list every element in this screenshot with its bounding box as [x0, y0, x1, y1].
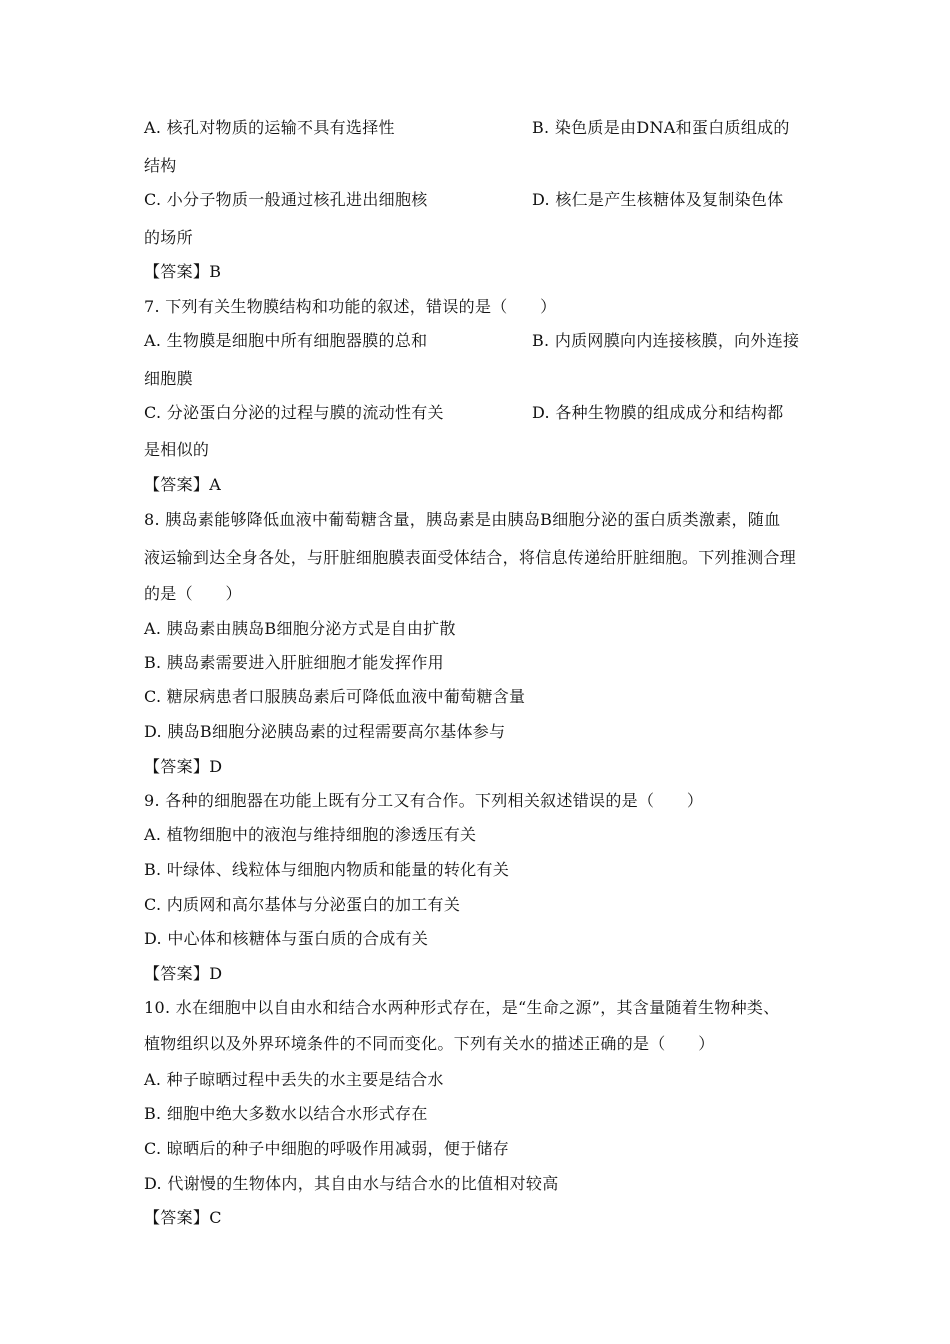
- q8-stem-line-2: 液运输到达全身各处，与肝脏细胞膜表面受体结合，将信息传递给肝脏细胞。下列推测合理: [144, 548, 797, 567]
- q9-option-d: D. 中心体和核糖体与蛋白质的合成有关: [144, 929, 429, 948]
- q10-stem-line-1: 10. 水在细胞中以自由水和结合水两种形式存在，是“生命之源”，其含量随着生物种类、: [144, 998, 780, 1017]
- q6-option-d: D. 核仁是产生核糖体及复制染色体: [532, 190, 784, 209]
- q9-stem: 9. 各种的细胞器在功能上既有分工又有合作。下列相关叙述错误的是（ ）: [144, 791, 704, 810]
- q7-option-b: B. 内质网膜向内连接核膜，向外连接: [532, 331, 800, 350]
- q10-stem-line-2: 植物组织以及外界环境条件的不同而变化。下列有关水的描述正确的是（ ）: [144, 1034, 715, 1053]
- q6-option-d-continuation: 的场所: [144, 228, 193, 247]
- q8-option-b: B. 胰岛素需要进入肝脏细胞才能发挥作用: [144, 653, 444, 672]
- q7-option-c: C. 分泌蛋白分泌的过程与膜的流动性有关: [144, 403, 444, 422]
- q10-option-a: A. 种子晾晒过程中丢失的水主要是结合水: [144, 1070, 444, 1089]
- q6-option-b-continuation: 结构: [144, 156, 177, 175]
- q9-option-b: B. 叶绿体、线粒体与细胞内物质和能量的转化有关: [144, 860, 510, 879]
- q6-option-a: A. 核孔对物质的运输不具有选择性: [144, 118, 395, 137]
- q9-option-c: C. 内质网和高尔基体与分泌蛋白的加工有关: [144, 895, 461, 914]
- q7-stem: 7. 下列有关生物膜结构和功能的叙述，错误的是（ ）: [144, 297, 557, 316]
- q8-stem-line-1: 8. 胰岛素能够降低血液中葡萄糖含量，胰岛素是由胰岛B细胞分泌的蛋白质类激素，随血: [144, 510, 781, 529]
- q7-answer: 【答案】A: [144, 475, 222, 494]
- q10-option-c: C. 晾晒后的种子中细胞的呼吸作用减弱，便于储存: [144, 1139, 510, 1158]
- q10-option-d: D. 代谢慢的生物体内，其自由水与结合水的比值相对较高: [144, 1174, 559, 1193]
- q7-option-b-continuation: 细胞膜: [144, 369, 193, 388]
- q8-option-a: A. 胰岛素由胰岛B细胞分泌方式是自由扩散: [144, 619, 456, 638]
- q6-option-c: C. 小分子物质一般通过核孔进出细胞核: [144, 190, 428, 209]
- q8-option-c: C. 糖尿病患者口服胰岛素后可降低血液中葡萄糖含量: [144, 687, 526, 706]
- q6-answer: 【答案】B: [144, 262, 222, 281]
- q9-option-a: A. 植物细胞中的液泡与维持细胞的渗透压有关: [144, 825, 477, 844]
- q7-option-a: A. 生物膜是细胞中所有细胞器膜的总和: [144, 331, 428, 350]
- q7-option-d: D. 各种生物膜的组成成分和结构都: [532, 403, 784, 422]
- q8-answer: 【答案】D: [144, 757, 223, 776]
- q7-option-d-continuation: 是相似的: [144, 440, 210, 459]
- q9-answer: 【答案】D: [144, 964, 223, 983]
- q8-stem-line-3: 的是（ ）: [144, 584, 242, 603]
- q6-option-b: B. 染色质是由DNA和蛋白质组成的: [532, 118, 790, 137]
- q10-option-b: B. 细胞中绝大多数水以结合水形式存在: [144, 1104, 428, 1123]
- q10-answer: 【答案】C: [144, 1208, 222, 1227]
- q8-option-d: D. 胰岛B细胞分泌胰岛素的过程需要高尔基体参与: [144, 722, 506, 741]
